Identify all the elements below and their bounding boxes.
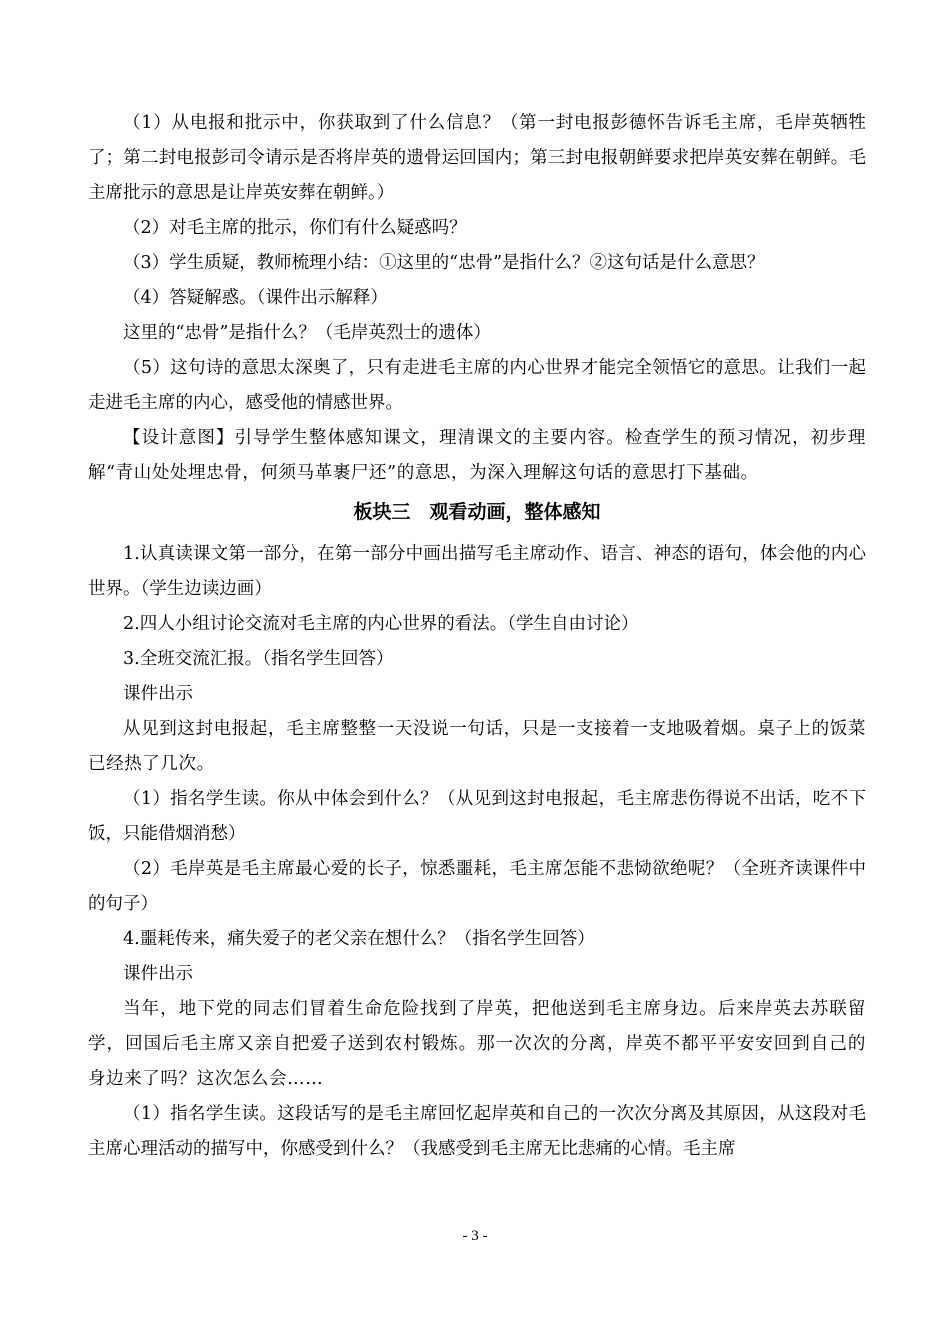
paragraph-answer: （4）答疑解惑。（课件出示解释） <box>123 288 388 308</box>
paragraph-loyal-bones: 这里的“忠骨”是指什么？（毛岸英烈士的遗体） <box>123 323 491 343</box>
paragraph-read-2: （2）毛岸英是毛主席最心爱的长子，惊悉噩耗，毛主席怎能不悲恸欲绝呢？（全班齐读课件中的句子） <box>88 859 866 914</box>
paragraph-step-3: 3.全班交流汇报。（指名学生回答） <box>123 649 394 669</box>
paragraph-student-question: （3）学生质疑，教师梳理小结：①这里的“忠骨”是指什么？②这句话是什么意思？ <box>123 253 765 273</box>
paragraph-step-4: 4.噩耗传来，痛失爱子的老父亲在想什么？（指名学生回答） <box>123 929 595 949</box>
paragraph-courseware-label-2: 课件出示 <box>123 964 193 984</box>
paragraph-read-1: （1）指名学生读。你从中体会到什么？（从见到这封电报起，毛主席悲伤得说不出话，吃不下饭，只能借烟消愁） <box>88 789 866 844</box>
section-heading: 板块三 观看动画，整体感知 <box>353 501 601 523</box>
page-number: - 3 - <box>462 1228 488 1244</box>
paragraph-read-3: （1）指名学生读。这段话写的是毛主席回忆起岸英和自己的一次次分离及其原因，从这段对毛主席心理活动的描写中，你感受到什么？（我感受到毛主席无比悲痛的心情。毛主席 <box>88 1104 866 1159</box>
paragraph-doubt-question: （2）对毛主席的批示，你们有什么疑惑吗？ <box>123 218 467 238</box>
document-body <box>88 106 866 1167</box>
paragraph-design-intent: 【设计意图】引导学生整体感知课文，理清课文的主要内容。检查学生的预习情况，初步理解“青山处处埋忠骨，何须马革裹尸还”的意思，为深入理解这句话的意思打下基础。 <box>88 428 866 483</box>
paragraph-info-question: （1）从电报和批示中，你获取到了什么信息？（第一封电报彭德怀告诉毛主席，毛岸英牺牲了；第二封电报彭司令请示是否将岸英的遗骨运回国内；第三封电报朝鲜要求把岸英安葬在朝鲜。毛主席批示的意思是让岸英安葬在朝鲜。） <box>88 113 866 203</box>
paragraph-poem-meaning: （5）这句诗的意思太深奥了，只有走进毛主席的内心世界才能完全领悟它的意思。让我们一起走进毛主席的内心，感受他的情感世界。 <box>88 358 866 413</box>
paragraph-courseware-quote-1: 从见到这封电报起，毛主席整整一天没说一句话，只是一支接着一支地吸着烟。桌子上的饭菜已经热了几次。 <box>88 719 866 774</box>
paragraph-step-2: 2.四人小组讨论交流对毛主席的内心世界的看法。（学生自由讨论） <box>123 614 639 634</box>
paragraph-step-1: 1.认真读课文第一部分，在第一部分中画出描写毛主席动作、语言、神态的语句，体会他的内心世界。（学生边读边画） <box>88 544 866 599</box>
paragraph-courseware-quote-2: 当年，地下党的同志们冒着生命危险找到了岸英，把他送到毛主席身边。后来岸英去苏联留学，回国后毛主席又亲自把爱子送到农村锻炼。那一次次的分离，岸英不都平平安安回到自己的身边来了吗？这次怎么会…… <box>88 999 866 1089</box>
paragraph-courseware-label: 课件出示 <box>123 684 193 704</box>
